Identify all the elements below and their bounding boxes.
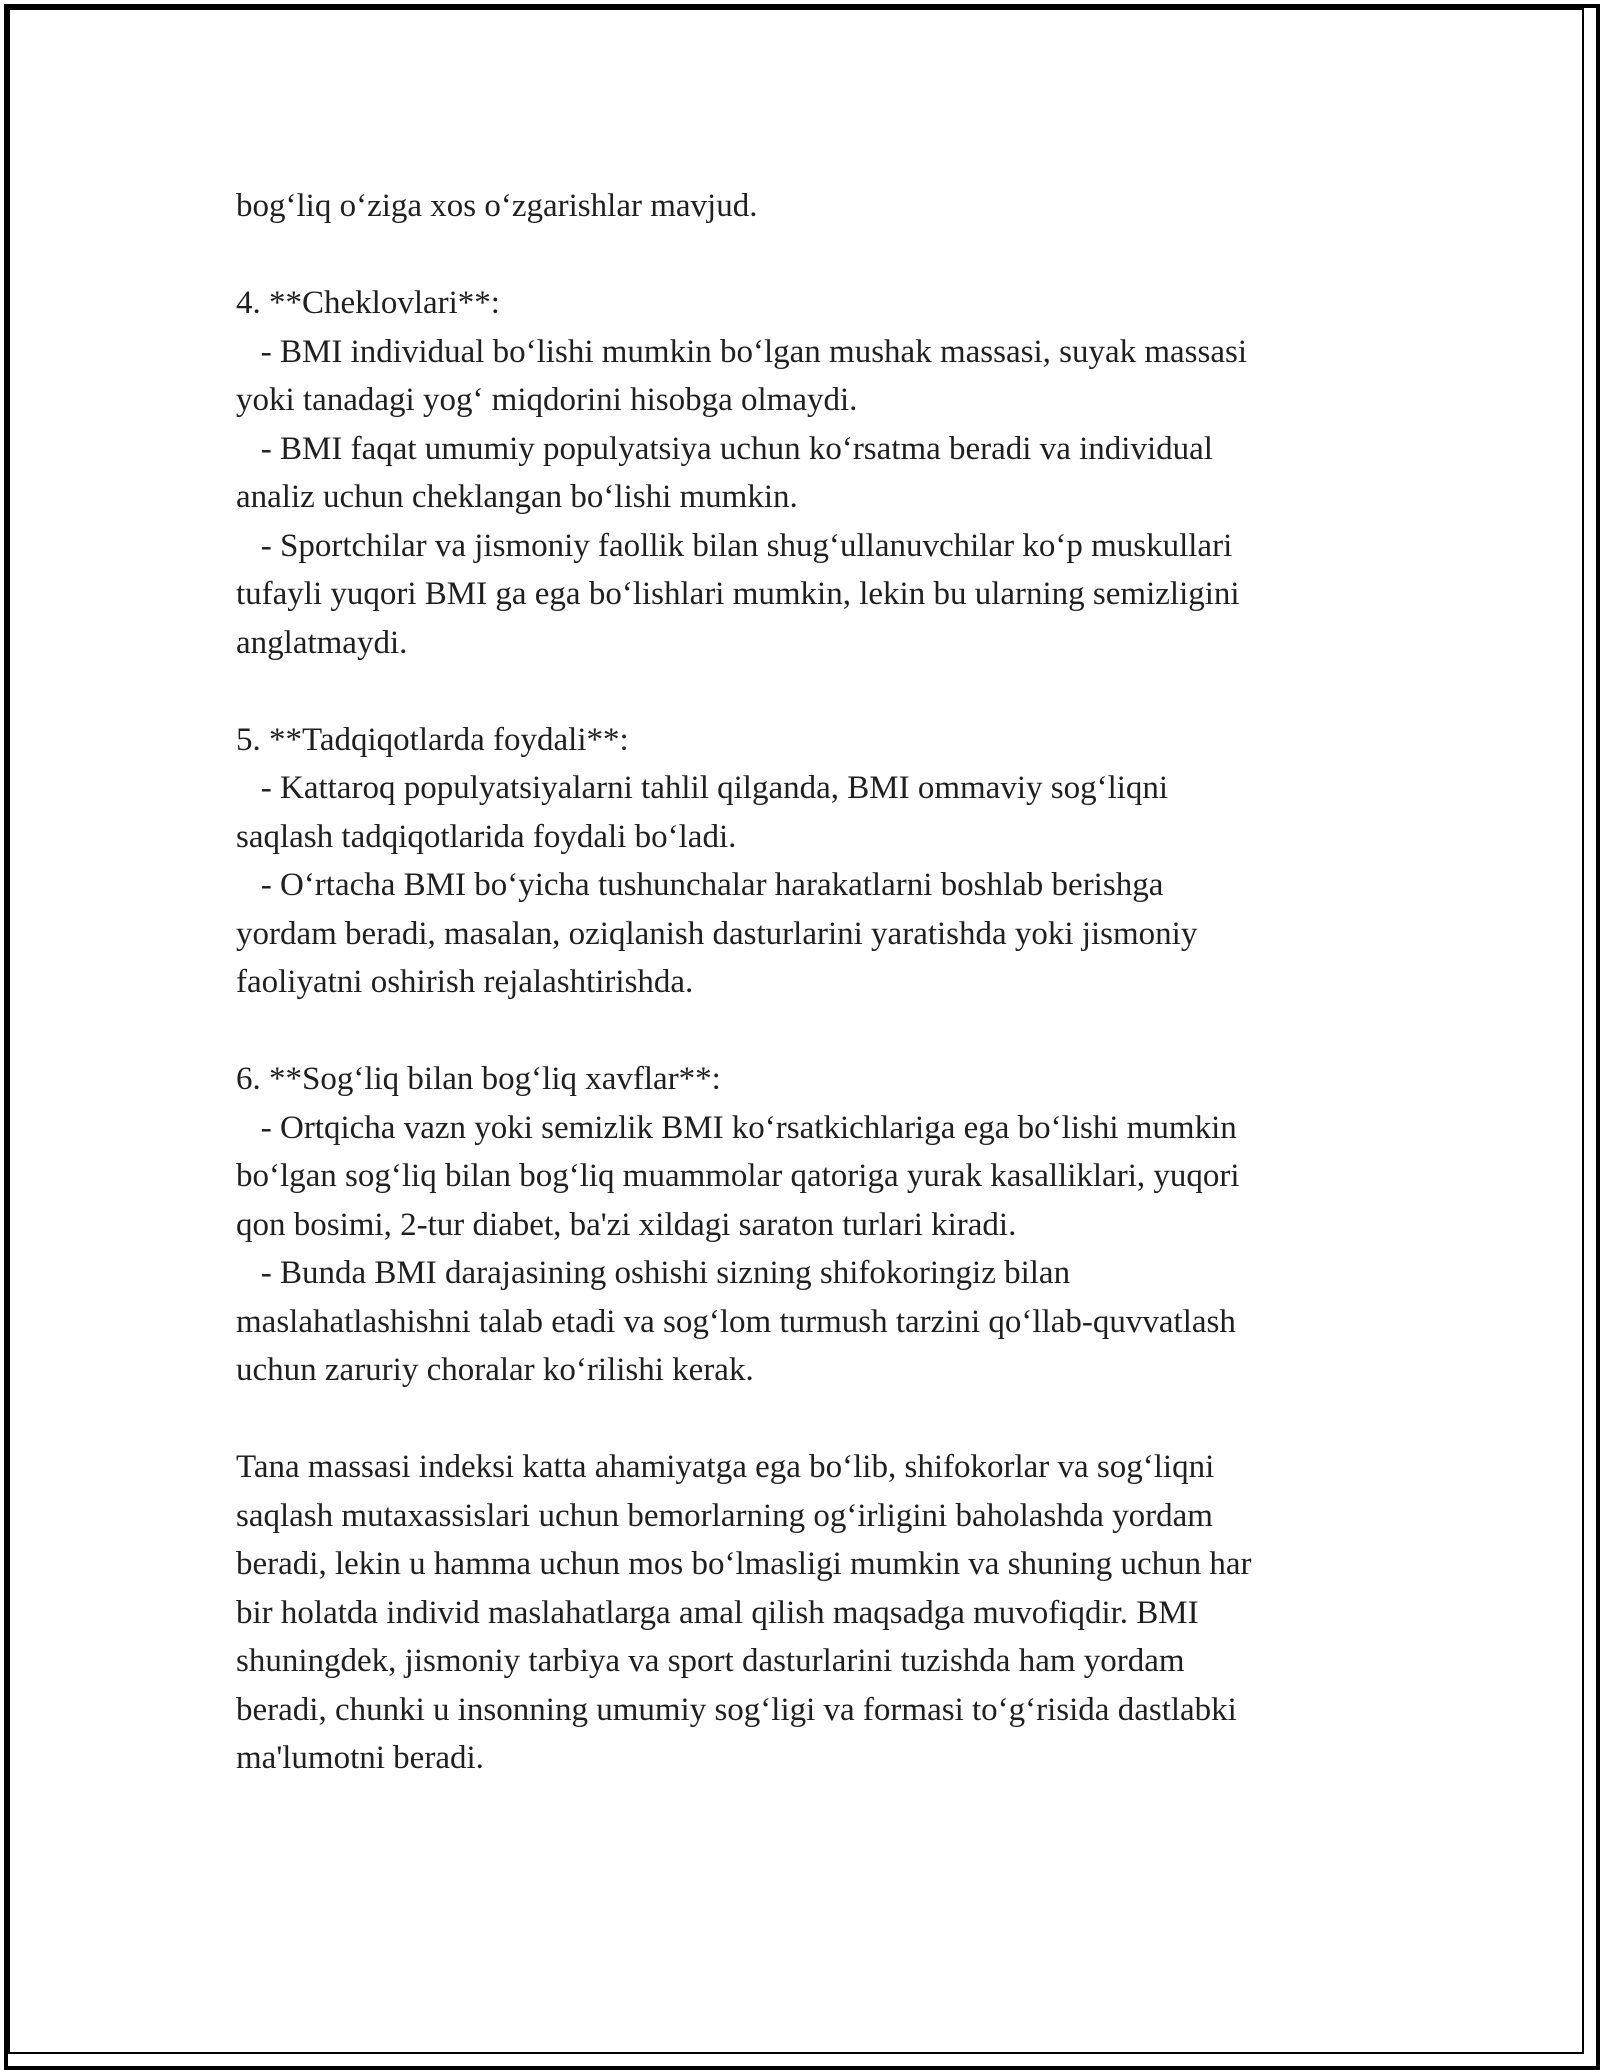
document-body — [236, 182, 1386, 1783]
section-line: - O‘rtacha BMI bo‘yicha tushunchalar harakatlarni boshlab berishga — [236, 867, 1164, 903]
paragraph-gap — [236, 1395, 1386, 1444]
conclusion-line: shuningdek, jismoniy tarbiya va sport dasturlarini tuzishda ham yordam — [236, 1643, 1185, 1679]
conclusion-line: ma'lumotni beradi. — [236, 1740, 484, 1776]
conclusion-line: beradi, chunki u insonning umumiy sog‘ligi va formasi to‘g‘risida dastlabki — [236, 1691, 1237, 1728]
section-line: - Ortqicha vazn yoki semizlik BMI ko‘rsatkichlariga ega bo‘lishi mumkin — [236, 1109, 1237, 1146]
section-line: yordam beradi, masalan, oziqlanish dasturlarini yaratishda yoki jismoniy — [236, 915, 1198, 952]
section-heading: 4. **Cheklovlari**: — [236, 285, 500, 321]
section-line: - Sportchilar va jismoniy faollik bilan shug‘ullanuvchilar ko‘p muskullari — [236, 527, 1233, 564]
section-line: faoliyatni oshirish rejalashtirishda. — [236, 964, 694, 1000]
paragraph-gap — [236, 667, 1386, 716]
section-line: maslahatlashishni talab etadi va sog‘lom turmush tarzini qo‘llab-quvvatlash — [236, 1303, 1236, 1340]
conclusion-line: Tana massasi indeksi katta ahamiyatga ega bo‘lib, shifokorlar va sog‘liqni — [236, 1449, 1215, 1485]
section-line: - BMI faqat umumiy populyatsiya uchun ko‘rsatma beradi va individual — [236, 430, 1213, 467]
conclusion-line: bir holatda individ maslahatlarga amal qilish maqsadga muvofiqdir. BMI — [236, 1594, 1199, 1631]
paragraph-gap — [236, 231, 1386, 280]
section-heading: 5. **Tadqiqotlarda foydali**: — [236, 721, 629, 758]
section-line: anglatmaydi. — [236, 624, 408, 661]
section-research — [236, 716, 1386, 1007]
section-heading: 6. **Sog‘liq bilan bog‘liq xavflar**: — [236, 1061, 721, 1097]
section-line: - Kattaroq populyatsiyalarni tahlil qilganda, BMI ommaviy sog‘liqni — [236, 770, 1169, 806]
section-line: uchun zaruriy choralar ko‘rilishi kerak. — [236, 1352, 754, 1388]
section-line: saqlash tadqiqotlarida foydali bo‘ladi. — [236, 818, 737, 855]
conclusion-line: saqlash mutaxassislari uchun bemorlarning og‘irligini baholashda yordam — [236, 1497, 1213, 1534]
section-line: bo‘lgan sog‘liq bilan bog‘liq muammolar qatoriga yurak kasalliklari, yuqori — [236, 1158, 1240, 1194]
intro-tail-line: bog‘liq o‘ziga xos o‘zgarishlar mavjud. — [236, 188, 758, 224]
section-line: tufayli yuqori BMI ga ega bo‘lishlari mumkin, lekin bu ularning semizligini — [236, 576, 1240, 612]
section-limitations — [236, 279, 1386, 667]
section-health-risks — [236, 1055, 1386, 1395]
section-line: - Bunda BMI darajasining oshishi sizning shifokoringiz bilan — [236, 1255, 1071, 1291]
conclusion-line: beradi, lekin u hamma uchun mos bo‘lmasligi mumkin va shuning uchun har — [236, 1546, 1252, 1582]
section-line: - BMI individual bo‘lishi mumkin bo‘lgan mushak massasi, suyak massasi — [236, 333, 1248, 370]
section-line: yoki tanadagi yog‘ miqdorini hisobga olmaydi. — [236, 382, 858, 418]
conclusion-paragraph — [236, 1443, 1386, 1783]
paragraph-gap — [236, 1007, 1386, 1056]
section-line: qon bosimi, 2-tur diabet, ba'zi xildagi saraton turlari kiradi. — [236, 1206, 1017, 1243]
section-line: analiz uchun cheklangan bo‘lishi mumkin. — [236, 479, 798, 515]
